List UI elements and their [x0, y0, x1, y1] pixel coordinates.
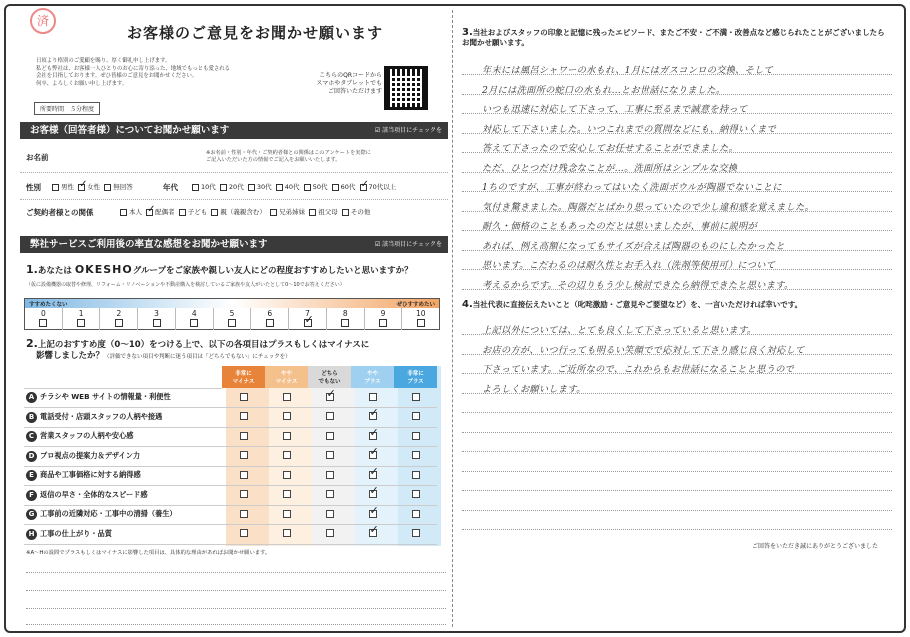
- eval-item-text: 工事の仕上がり・品質: [40, 528, 112, 538]
- eval-item-label: [24, 388, 222, 408]
- eval-checkbox[interactable]: [240, 529, 248, 537]
- scale-number: 1: [78, 309, 84, 318]
- eval-item-text: 電話受付・店頭スタッフの人柄や接遇: [40, 411, 163, 421]
- question-4: 4.当社代表に直接伝えたいこと（叱咤激励・ご意見やご要望など）を、一言いただければ幸いです。: [462, 299, 803, 310]
- received-stamp: 済: [30, 8, 56, 34]
- eval-checkbox[interactable]: [412, 490, 420, 498]
- eval-item-label: [24, 466, 222, 486]
- scale-option[interactable]: [100, 308, 138, 330]
- age-checkbox-70plus[interactable]: [360, 184, 367, 191]
- eval-row: [24, 486, 437, 506]
- eval-row: [24, 525, 437, 545]
- eval-row: [24, 447, 437, 467]
- question-3: 3.当社およびスタッフの印象と記憶に残ったエピソード、またご不安・ご不満・改善点など感じられたことがございましたらお聞かせ願います。: [462, 27, 885, 47]
- eval-checkbox[interactable]: [326, 529, 334, 537]
- eval-checkbox[interactable]: [326, 412, 334, 420]
- scale-number: 7: [305, 309, 310, 318]
- okesho-logo: OKESHO: [74, 263, 133, 276]
- question-1: 1.あなたは OKESHOグループをご家族や親しい友人にどの程度おすすめしたいと思いますか？: [26, 263, 413, 276]
- eval-item-badge: A: [26, 392, 37, 403]
- section1-check-note: ☑ 該当項目にチェックを: [374, 127, 442, 134]
- answer-line: [462, 432, 892, 433]
- gender-options: [52, 182, 133, 191]
- eval-checkbox[interactable]: [240, 510, 248, 518]
- eval-row: [24, 408, 437, 428]
- relation-options: 本人 ✓ 配偶者 子ども 親（義親含む） 兄弟姉妹 祖父母 その他: [120, 207, 370, 216]
- age-checkbox[interactable]: [220, 184, 227, 191]
- eval-column-header: どちら でもない: [308, 366, 351, 388]
- eval-checkbox[interactable]: [369, 393, 377, 401]
- handwritten-answer-line: よろしくお願いします。: [482, 383, 586, 395]
- qr-code[interactable]: [384, 66, 428, 110]
- eval-item-text: プロ視点の提案力＆デザイン力: [40, 450, 141, 460]
- relation-checkbox[interactable]: [342, 209, 349, 216]
- handwritten-answer-line: 2月には洗面所の蛇口の水もれ…とお世話になりました。: [482, 84, 726, 96]
- answer-line: [462, 490, 892, 491]
- scale-checkbox[interactable]: [304, 319, 312, 327]
- answer-line: [462, 471, 892, 472]
- scale-number: 5: [229, 309, 235, 318]
- scale-option[interactable]: [176, 308, 214, 330]
- gender-line: [20, 199, 448, 200]
- scale-number: 6: [267, 309, 273, 318]
- center-divider: [452, 10, 453, 627]
- age-checkbox[interactable]: [332, 184, 339, 191]
- answer-line: [462, 529, 892, 530]
- eval-checkbox[interactable]: [369, 529, 377, 537]
- scale-checkbox[interactable]: [77, 319, 85, 327]
- gender-checkbox-none[interactable]: [104, 184, 111, 191]
- handwritten-answer-line: 年末には風呂シャワーの水もれ、1月にはガスコンロの交換、そして: [482, 65, 774, 76]
- eval-checkbox[interactable]: [283, 471, 291, 479]
- handwritten-answer-line: 上記以外については、とても良くして下さっていると思います。: [482, 325, 757, 336]
- eval-checkbox[interactable]: [283, 529, 291, 537]
- scale-checkbox[interactable]: [266, 319, 274, 327]
- answer-line: [26, 572, 446, 573]
- eval-column-header: やや マイナス: [265, 366, 308, 388]
- recommend-scale: [24, 298, 440, 330]
- age-checkbox[interactable]: [248, 184, 255, 191]
- scale-checkbox[interactable]: [153, 319, 161, 327]
- handwritten-answer-line: 思います。こだわるのは耐久性とお手入れ（洗剤等使用可）について: [482, 260, 776, 271]
- relation-checkbox[interactable]: [179, 209, 186, 216]
- age-checkbox[interactable]: [192, 184, 199, 191]
- eval-checkbox[interactable]: [326, 471, 334, 479]
- section1-header: [20, 122, 448, 139]
- eval-item-badge: E: [26, 470, 37, 481]
- eval-checkbox[interactable]: [412, 432, 420, 440]
- answer-line: [462, 412, 892, 413]
- scale-number: 9: [380, 309, 386, 318]
- section2-check-note: ☑ 該当項目にチェックを: [374, 241, 442, 248]
- eval-checkbox[interactable]: [326, 432, 334, 440]
- gender-checkbox-female[interactable]: [78, 184, 85, 191]
- q2-footnote: ※A〜Hの設問でプラスもしくはマイナスに影響した項目は、具体的な理由があればお聞かせ願います。: [26, 550, 271, 556]
- eval-item-label: [24, 408, 222, 428]
- eval-checkbox[interactable]: [369, 432, 377, 440]
- question-1-sub: （仮に設備機器の取替や修理、リフォーム・リノベーションや不動産購入を検討しているご家族や友人がいたとして0〜10でお答えください）: [26, 282, 345, 288]
- eval-checkbox[interactable]: [283, 432, 291, 440]
- eval-row: [24, 466, 437, 486]
- eval-item-label: [24, 525, 222, 545]
- scale-checkbox[interactable]: [379, 319, 387, 327]
- intro-text: [36, 58, 286, 88]
- eval-item-text: 返信の早さ・全体的なスピード感: [40, 489, 148, 499]
- eval-row: [24, 427, 437, 447]
- name-line: [20, 172, 448, 173]
- scale-option[interactable]: [138, 308, 176, 330]
- answer-line: [26, 608, 446, 609]
- scale-number: 0: [40, 309, 46, 318]
- eval-item-badge: H: [26, 529, 37, 540]
- scale-option[interactable]: [402, 308, 439, 330]
- thanks-message: ご回答をいただき誠にありがとうございました: [752, 543, 879, 550]
- eval-checkbox[interactable]: [240, 393, 248, 401]
- eval-column-header: 非常に プラス: [394, 366, 437, 388]
- eval-item-label: [24, 427, 222, 447]
- eval-item-text: 商品や工事価格に対する納得感: [40, 470, 141, 480]
- qr-caption-line: ご回答いただけます: [327, 88, 382, 95]
- answer-line: [26, 590, 446, 591]
- eval-column-header: やや プラス: [351, 366, 394, 388]
- eval-checkbox[interactable]: [240, 490, 248, 498]
- intro-line: 会社を目指しております。ぜひ皆様のご意見をお聞かせください。: [36, 73, 198, 80]
- handwritten-answer-line: 気付き驚きました。陶器だとばかり思っていたので少し違和感を覚えました。: [482, 201, 815, 213]
- age-checkbox[interactable]: [304, 184, 311, 191]
- eval-item-text: チラシや WEB サイトの情報量・利便性: [40, 392, 171, 402]
- relation-checkbox[interactable]: [120, 209, 127, 216]
- eval-checkbox[interactable]: [283, 393, 291, 401]
- gender-checkbox-male[interactable]: [52, 184, 59, 191]
- eval-checkbox[interactable]: [369, 490, 377, 498]
- name-note-line: ※お名前・性別・年代・ご契約者様との関係はこのアンケートを実際に: [206, 150, 371, 156]
- section1-title: お客様（回答者様）についてお聞かせ願います: [30, 125, 230, 136]
- scale-checkbox[interactable]: [190, 319, 198, 327]
- time-required: 所要時間 ５分程度: [34, 102, 100, 115]
- scale-option[interactable]: [289, 308, 327, 330]
- age-label: 年代: [163, 183, 178, 192]
- name-note-line: ご記入いただいた方の情報でご記入をお願いいたします。: [206, 157, 341, 163]
- eval-checkbox[interactable]: [283, 510, 291, 518]
- eval-checkbox[interactable]: [240, 432, 248, 440]
- intro-line: 私ども弊社は、お客様一人ひとりのお心に寄り添った、地域でもっとも愛される: [36, 65, 231, 72]
- relation-label: ご契約者様との関係: [26, 208, 94, 217]
- eval-checkbox[interactable]: [412, 412, 420, 420]
- scale-checkbox[interactable]: [417, 319, 425, 327]
- handwritten-answer-line: あれば、例え高額になってもサイズが合えば陶器のものにしたかったと: [482, 240, 785, 252]
- eval-checkbox[interactable]: [412, 529, 420, 537]
- eval-checkbox[interactable]: [283, 490, 291, 498]
- eval-checkbox[interactable]: [326, 451, 334, 459]
- eval-checkbox[interactable]: [369, 412, 377, 420]
- relation-checkbox[interactable]: [211, 209, 218, 216]
- eval-checkbox[interactable]: [369, 451, 377, 459]
- eval-checkbox[interactable]: [326, 393, 334, 401]
- gender-option[interactable]: ✓ 女性: [78, 183, 100, 191]
- scale-option[interactable]: [327, 308, 365, 330]
- scale-option[interactable]: [25, 308, 63, 330]
- eval-checkbox[interactable]: [326, 490, 334, 498]
- handwritten-answer-line: ただ、ひとつだけ残念なことが…。洗面所はシンプルな交換: [482, 162, 738, 174]
- eval-checkbox[interactable]: [283, 412, 291, 420]
- gender-option[interactable]: 無回答: [104, 183, 133, 191]
- qr-caption: [296, 72, 382, 96]
- eval-checkbox[interactable]: [369, 510, 377, 518]
- scale-checkbox[interactable]: [39, 319, 47, 327]
- eval-item-badge: F: [26, 490, 37, 501]
- eval-row: [24, 388, 437, 408]
- answer-line: [462, 510, 892, 511]
- scale-option[interactable]: [63, 308, 101, 330]
- qr-caption-line: スマホやタブレットでも: [316, 80, 382, 87]
- handwritten-answer-line: 1ちのですが、工事が終わってはいたく洗面ボウルが陶器でないことに: [482, 182, 782, 193]
- scale-checkbox[interactable]: [115, 319, 123, 327]
- intro-line: 何卒、よろしくお願い申し上げます。: [36, 80, 128, 87]
- eval-item-text: 工事前の近隣対応・工事中の清掃（養生）: [40, 509, 177, 519]
- scale-number: 3: [154, 309, 159, 318]
- relation-checkbox[interactable]: [270, 209, 277, 216]
- scale-option[interactable]: [365, 308, 403, 330]
- eval-checkbox[interactable]: [283, 451, 291, 459]
- eval-checkbox[interactable]: [240, 451, 248, 459]
- evaluation-table: [24, 366, 437, 545]
- handwritten-answer-line: いつも迅速に対応して下さって、工事に至るまで誠意を持って: [482, 104, 748, 115]
- eval-checkbox[interactable]: [240, 412, 248, 420]
- handwritten-answer-line: 答えて下さったので安心してお任せすることができました。: [482, 143, 739, 154]
- eval-item-badge: B: [26, 412, 37, 423]
- eval-item-label: [24, 486, 222, 506]
- eval-checkbox[interactable]: [412, 393, 420, 401]
- handwritten-answer-line: 対応して下さいました。いつこれまでの質問などにも、納得いくまで: [482, 123, 777, 135]
- eval-checkbox[interactable]: [412, 510, 420, 518]
- scale-number: 8: [342, 309, 348, 318]
- age-checkbox[interactable]: [276, 184, 283, 191]
- eval-item-text: 営業スタッフの人柄や安心感: [40, 431, 134, 441]
- relation-checkbox-spouse[interactable]: [146, 209, 153, 216]
- name-note: [206, 150, 371, 164]
- scale-checkbox[interactable]: [341, 319, 349, 327]
- section2-header: [20, 236, 448, 253]
- answer-line: [26, 624, 446, 625]
- question-2: 2.上記のおすすめ度（0〜10）をつける上で、以下の各項目はプラスもしくはマイナスに 影響しましたか？（評価できない項目や判断に迷う項目は「どちらでもない」にチェックを）: [26, 337, 370, 361]
- gender-label: 性別: [26, 183, 41, 192]
- scale-option[interactable]: [251, 308, 289, 330]
- scale-number: 2: [116, 309, 122, 318]
- scale-checkbox[interactable]: [228, 319, 236, 327]
- name-label: お名前: [26, 153, 49, 162]
- eval-checkbox[interactable]: [412, 451, 420, 459]
- eval-checkbox[interactable]: [412, 471, 420, 479]
- eval-checkbox[interactable]: [240, 471, 248, 479]
- eval-item-badge: G: [26, 509, 37, 520]
- intro-line: 日頃より格別のご愛顧を賜り、厚く御礼申し上げます。: [36, 58, 171, 64]
- eval-item-label: [24, 505, 222, 525]
- eval-row: [24, 505, 437, 525]
- relation-checkbox[interactable]: [309, 209, 316, 216]
- scale-low-label: すすめたくない: [29, 302, 68, 308]
- eval-checkbox[interactable]: [369, 471, 377, 479]
- scale-number: 10: [415, 309, 426, 318]
- survey-title: お客様のご意見をお聞かせ願います: [126, 24, 383, 42]
- eval-column-header: 非常に マイナス: [222, 366, 265, 388]
- eval-item-label: [24, 447, 222, 467]
- eval-item-badge: C: [26, 431, 37, 442]
- answer-line: [462, 451, 892, 452]
- scale-high-label: ぜひすすめたい: [396, 302, 435, 308]
- handwritten-answer-line: 考えるからです。その辺りもう少し検討できたら納得できたと思います。: [482, 279, 794, 291]
- eval-item-badge: D: [26, 451, 37, 462]
- qr-caption-line: こちらのQRコードから: [319, 72, 382, 79]
- age-options: 10代 20代 30代 40代 50代 60代 ✓ 70代以上: [192, 182, 396, 191]
- handwritten-answer-line: 下さっています。ご近所なので、これからもお世話になることと思うので: [482, 364, 795, 375]
- handwritten-answer-line: お店の方が、いつ行っても明るい笑顔でで応対して下さり感じ良く対応して: [482, 344, 805, 356]
- eval-checkbox[interactable]: [326, 510, 334, 518]
- scale-option[interactable]: [214, 308, 252, 330]
- gender-option[interactable]: 男性: [52, 183, 74, 191]
- handwritten-answer-line: 耐久・価格のこともあったのだとは思いましたが、事前に説明が: [482, 221, 758, 232]
- scale-number: 4: [191, 309, 197, 318]
- section2-title: 弊社サービスご利用後の率直な感想をお聞かせ願います: [30, 239, 268, 250]
